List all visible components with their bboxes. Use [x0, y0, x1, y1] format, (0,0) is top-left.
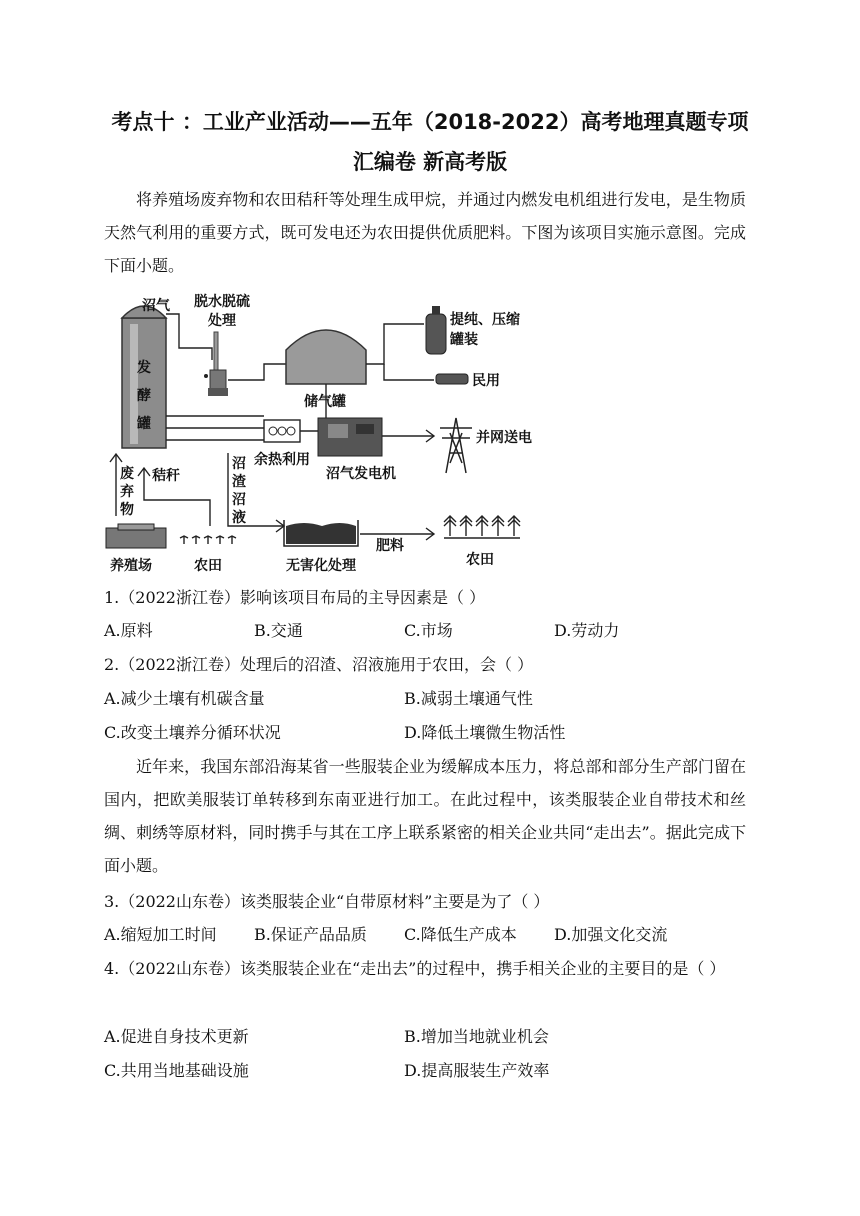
question-1-option-c: C.市场 — [404, 621, 453, 640]
question-1-option-d: D.劳动力 — [554, 621, 620, 640]
question-4-option-d: D.提高服装生产效率 — [404, 1061, 550, 1080]
ferment-label-1: 发 — [137, 360, 151, 376]
question-2-stem: 2.（2022浙江卷）处理后的沼渣、沼液施用于农田，会（ ） — [104, 655, 534, 674]
treatment-pool-icon — [284, 520, 358, 546]
desulfurization-unit — [204, 332, 228, 396]
question-1-option-b: B.交通 — [254, 621, 303, 640]
question-2-option-d: D.降低土壤微生物活性 — [404, 723, 566, 742]
dehydrate-label-1: 脱水脱硫 — [194, 294, 250, 310]
heat-exchanger-icon — [264, 420, 300, 442]
question-4-option-c: C.共用当地基础设施 — [104, 1061, 249, 1080]
title-line-1: 考点十 ：工业产业活动——五年（2018-2022）高考地理真题专项 — [111, 110, 749, 134]
civil-use-label: 民用 — [472, 373, 500, 389]
title-line-2: 汇编卷 新高考版 — [352, 150, 508, 174]
harmless-label: 无害化处理 — [286, 558, 356, 574]
field-icon-1 — [180, 536, 236, 544]
question-1-stem: 1.（2022浙江卷）影响该项目布局的主导因素是（ ） — [104, 588, 486, 607]
grid-power-label: 并网送电 — [476, 430, 532, 446]
waste-label-3: 物 — [120, 502, 134, 518]
question-4-stem: 4.（2022山东卷）该类服装企业在“走出去”的过程中，携手相关企业的主要目的是（ ） — [104, 959, 726, 978]
question-2-option-a: A.减少土壤有机碳含量 — [104, 689, 265, 708]
ferment-label-2: 酵 — [137, 388, 151, 404]
question-4-option-b: B.增加当地就业机会 — [404, 1027, 549, 1046]
question-3-option-a: A.缩短加工时间 — [104, 925, 217, 944]
question-3-option-c: C.降低生产成本 — [404, 925, 517, 944]
fertilizer-label: 肥料 — [376, 538, 404, 554]
breeding-farm-icon — [106, 524, 166, 548]
generator-label: 沼气发电机 — [326, 466, 396, 482]
storage-tank-label: 储气罐 — [304, 394, 346, 410]
question-2-option-c: C.改变土壤养分循环状况 — [104, 723, 281, 742]
purify-label-1: 提纯、压缩 — [450, 312, 520, 328]
question-3-stem: 3.（2022山东卷）该类服装企业“自带原材料”主要是为了（ ） — [104, 892, 550, 911]
intro-paragraph-1: 将养殖场废弃物和农田秸秆等处理生成甲烷，并通过内燃发电机组进行发电，是生物质天然气利用的重要方式，既可发电还为农田提供优质肥料。下图为该项目实施示意图。完成下面小题。 — [104, 190, 746, 275]
question-4-option-a: A.促进自身技术更新 — [104, 1027, 249, 1046]
biogas-project-diagram — [104, 288, 544, 578]
residue-label-1: 沼 — [232, 456, 246, 472]
waste-label-2: 弃 — [120, 484, 134, 500]
gas-cylinder-icon — [426, 306, 446, 354]
storage-tank — [286, 330, 366, 384]
residue-label-4: 液 — [232, 510, 246, 526]
purify-label-2: 罐装 — [450, 332, 478, 348]
generator-icon — [318, 418, 382, 456]
question-3-option-b: B.保证产品品质 — [254, 925, 367, 944]
question-2-option-b: B.减弱土壤通气性 — [404, 689, 533, 708]
waste-label-1: 废 — [120, 466, 134, 482]
residue-label-2: 渣 — [232, 474, 246, 490]
residue-label-3: 沼 — [232, 492, 246, 508]
straw-label: 秸秆 — [152, 468, 180, 484]
field-label-2: 农田 — [466, 552, 494, 568]
question-1-option-a: A.原料 — [104, 621, 153, 640]
ferment-label-3: 罐 — [137, 416, 151, 432]
farm-label: 养殖场 — [110, 558, 152, 574]
stove-icon — [436, 374, 468, 384]
dehydrate-label-2: 处理 — [208, 313, 236, 329]
heat-use-label: 余热利用 — [254, 452, 310, 468]
power-tower-icon — [440, 418, 472, 473]
intro-paragraph-2: 近年来，我国东部沿海某省一些服装企业为缓解成本压力，将总部和部分生产部门留在国内，把欧美服装订单转移到东南亚进行加工。在此过程中，该类服装企业自带技术和丝绸、刺绣等原材料，同时携手与其在工序上联系紧密的相关企业共同“走出去”。据此完成下面小题。 — [104, 757, 746, 875]
field-label-1: 农田 — [194, 558, 222, 574]
question-3-option-d: D.加强文化交流 — [554, 925, 668, 944]
biogas-label: 沼气 — [142, 298, 170, 314]
field-icon-2 — [444, 516, 520, 538]
